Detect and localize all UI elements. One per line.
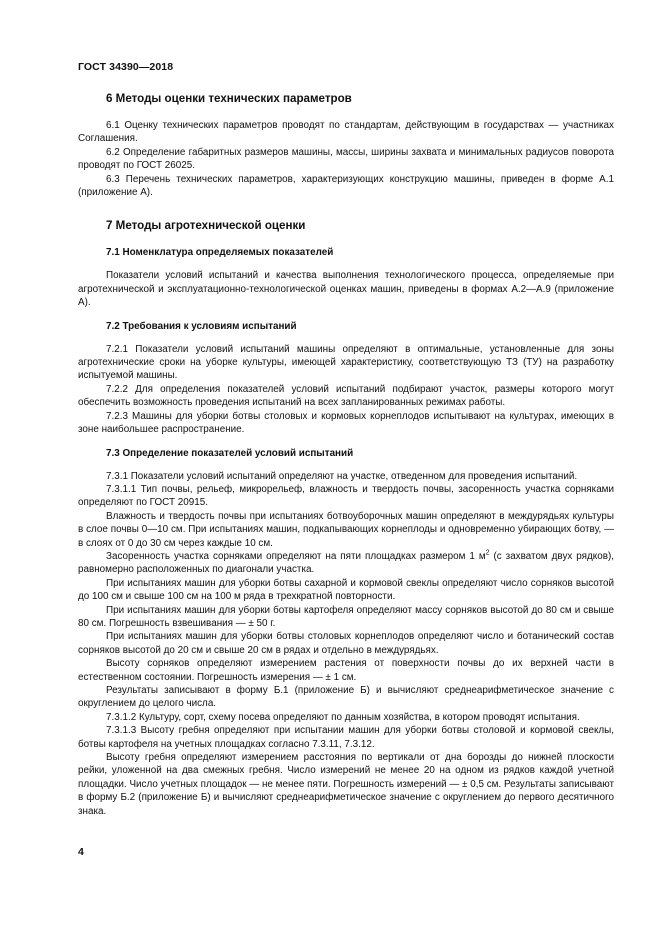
section-7-3-heading: 7.3 Определение показателей условий испытаний	[106, 447, 354, 459]
paragraph-6-3: 6.3 Перечень технических параметров, характеризующих конструкцию машины, приведен в форме А.1 (приложение А).	[78, 173, 614, 199]
paragraph-potato-weeds: При испытаниях машин для уборки ботвы картофеля определяют массу сорняков высотой до 80 см и свыше 80 см. Погрешность взвешивания — ± 50 г.	[78, 604, 614, 629]
paragraph-7-2-2: 7.2.2 Для определения показателей условий испытаний подбирают участок, размеры которого могут обеспечить возможность проведения испытаний на всех запланированных режимах работы.	[78, 383, 614, 409]
paragraph-weed-infestation	[78, 550, 614, 577]
page-number: 4	[78, 846, 84, 858]
paragraph-6-2: 6.2 Определение габаритных размеров машины, массы, ширины захвата и минимальных радиусов поворота проводят по ГОСТ 26025.	[78, 146, 614, 172]
paragraph-ridge-height: Высоту гребня определяют измерением расстояния по вертикали от дна борозды до нижней плоскости рейки, уложенной на два смежных гребня. Число измерений не менее 20 на одном из рядков каждой учетной площадки. Число учетных площадок — не менее пяти. Погрешность измерений — ± 0,5 см. Результаты записывают в форму Б.2 (приложение Б) и вычисляют среднеарифметическое значение с округлением до первого десятичного знака.	[78, 752, 614, 817]
weed-text-part-2: (с захватом двух рядков), равномерно расположенных по диагонали участка.	[78, 550, 614, 576]
section-7-2-heading: 7.2 Требования к условиям испытаний	[106, 320, 297, 332]
paragraph-beet-weeds: При испытаниях машин для уборки ботвы сахарной и кормовой свеклы определяют число сорняков высотой до 100 см и свыше 100 см на 100 м ряда в трехкратной повторности.	[78, 577, 614, 603]
paragraph-7-3-1: 7.3.1 Показатели условий испытаний определяют на участке, отведенном для проведения испытаний.	[106, 470, 578, 482]
paragraph-soil-moisture: Влажность и твердость почвы при испытаниях ботвоуборочных машин определяют в междурядьях культуры в слое почвы 0—10 см. При испытаниях машин, подкапывающих корнеплоды и одновременно убирающих ботву, — в слоях от 0 до 30 см через каждые 10 см.	[78, 510, 614, 549]
document-code-header: ГОСТ 34390—2018	[78, 61, 174, 73]
paragraph-weed-height: Высоту сорняков определяют измерением растения от поверхности почвы до их верхней части в естественном состоянии. Погрешность измерения — ± 1 см.	[78, 658, 614, 683]
paragraph-table-root-weeds: При испытаниях машин для уборки ботвы столовых корнеплодов определяют число и ботанический состав сорняков высотой до 20 см и свыше 20 см в рядах и отдельно в междурядьях.	[78, 631, 614, 656]
paragraph-7-1: Показатели условий испытаний и качества выполнения технологического процесса, определяемые при агротехнической и эксплуатационно-технологической оценках машин, приведены в формах А.2—А.9 (приложение А).	[78, 270, 614, 309]
paragraph-6-1: 6.1 Оценку технических параметров проводят по стандартам, действующим в государствах — участниках Соглашения.	[78, 120, 614, 145]
document-body	[78, 92, 614, 818]
paragraph-results-b1: Результаты записывают в форму Б.1 (приложение Б) и вычисляют среднеарифметическое значение с округлением до целого числа.	[78, 685, 614, 710]
section-6-heading: 6 Методы оценки технических параметров	[106, 92, 352, 105]
section-7-1-heading: 7.1 Номенклатура определяемых показателей	[106, 247, 334, 259]
square-superscript: 2	[485, 549, 490, 557]
weed-text-part-1: Засоренность участка сорняками определяют на пяти площадках размером 1 м	[106, 550, 486, 562]
paragraph-7-3-1-1: 7.3.1.1 Тип почвы, рельеф, микрорельеф, влажность и твердость почвы, засоренность участка сорняками определяют по ГОСТ 20915.	[78, 483, 614, 509]
paragraph-7-3-1-3: 7.3.1.3 Высоту гребня определяют при испытании машин для уборки ботвы столовой и кормовой свеклы, ботвы картофеля на учетных площадках согласно 7.3.11, 7.3.12.	[78, 725, 614, 750]
paragraph-7-3-1-2: 7.3.1.2 Культуру, сорт, схему посева определяют по данным хозяйства, в котором проводят испытания.	[106, 711, 580, 723]
paragraph-7-2-1: 7.2.1 Показатели условий испытаний машины определяют в оптимальные, установленные для зоны агротехнические сроки на уборке культуры, имеющей характеристику, соответствующую ТЗ (ТУ) на разработку испытуемой машины.	[78, 343, 614, 382]
paragraph-7-2-3: 7.2.3 Машины для уборки ботвы столовых и кормовых корнеплодов испытывают на культурах, имеющих в зоне наибольшее распространение.	[78, 410, 614, 436]
section-7-heading: 7 Методы агротехнической оценки	[106, 219, 306, 233]
